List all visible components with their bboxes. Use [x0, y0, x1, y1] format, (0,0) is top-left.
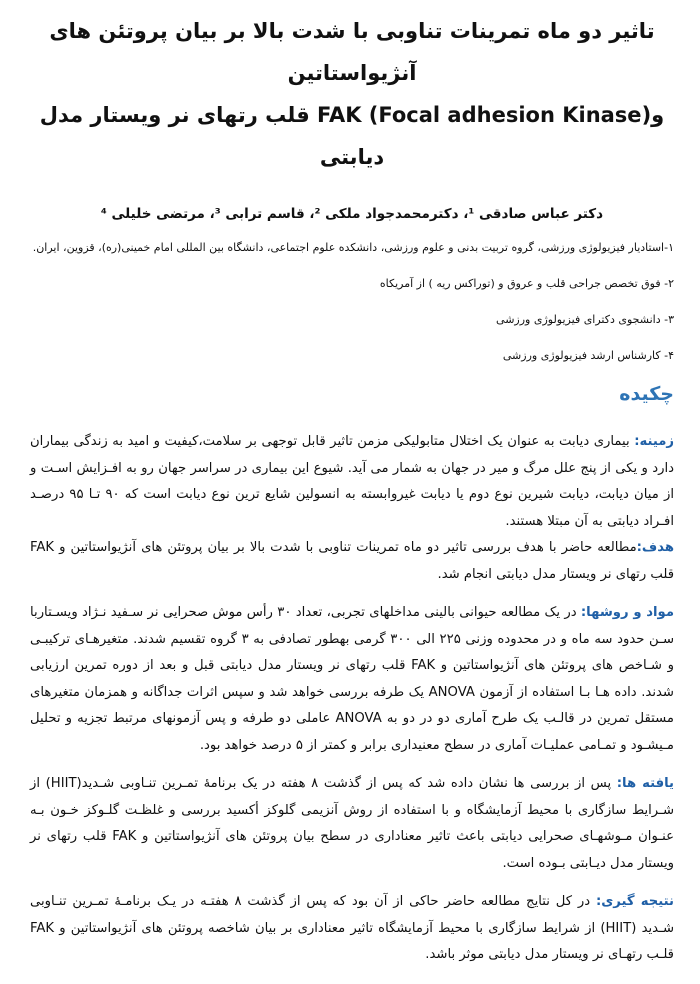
methods-text: در یک مطالعه حیوانی بالینی مداخلهای تجربی، تعداد ۳۰ رأس موش صحرایی نر سـفید نـژاد ویسـتاربا سـن حدود سه ماه و در محدوده وزنی ۲۲۵ الی ۳۰۰ گرمی بهطور تصادفی به ۳ گروه تقسیم شدند. متغیرهـای ترکیبـی و شـاخص های پروتئن های آنژیواستاتین و FAK قلب رتهای نر ویستار مدل دیابتی قبل و بعد از دوره تمرین ارزیابی شدند. داده هـا بـا استفاده از آزمون ANOVA یک طرفه بررسی خواهد شد و سپس اثرات جداگانه و همزمان متغیرهای مستقل تمرین در قالـب یک طرح آماری دو در دو به ANOVA عاملی دو طرفه و پس آزمونهای مرتبط تجزیه و تحلیل مـیشـود و تمـامی عملیـات آماری در سطح معنیداری برابر و کمتر از ۵ درصد خواهد بود.	[30, 605, 675, 753]
aim-text: مطالعه حاضر با هدف بررسی تاثیر دو ماه تمرینات تناوبی با شدت بالا بر بیان پروتئن های آنژیواستاتین و FAK قلب رتهای نر ویستار مدل دیابتی انجام شد.	[30, 540, 674, 582]
background-text: بیماری دیابت به عنوان یک اختلال متابولیکی مزمن تاثیر قابل توجهی بر سلامت،کیفیت و امید به زندگی بیماران دارد و یکی از پنج علل مرگ و میر در جهان به شمار می آید. شیوع این بیماری در سراسر جهان رو به افـزایش اسـت و از میان دیابت، دیابت شیرین نوع دوم یا دیابت غیروابسته به انسولین شایع ترین نوع دیابت است که ۹۰ تـا ۹۵ درصـد افـراد دیابتی به آن مبتلا هستند.	[30, 434, 675, 529]
background-label: زمینه:	[634, 434, 674, 449]
abstract-findings	[30, 771, 674, 877]
abstract-conclusion	[30, 889, 674, 969]
conclusion-text: در کل نتایج مطالعه حاضر حاکی از آن بود که پس از گذشت ۸ هفتـه در یـک برنامـهٔ تمـرین تنـاوبی شـدید (HIIT) از شرایط سازگاری با محیط آزمایشگاه تاثیر معناداری بر بیان شاخصه پروتئن های آنژیواستاتین و FAK قلـب رتهـای نر ویستار مدل دیابتی موثر باشد.	[30, 894, 674, 962]
author-list: دکتر عباس صادقی ¹، دکترمحمدجواد ملکی ²، قاسم ترابی ³، مرتضی خلیلی ⁴	[100, 206, 604, 222]
paper-title	[30, 10, 674, 178]
abstract-methods	[30, 600, 674, 759]
affiliation-4: ۴- کارشناس ارشد فیزیولوژی ورزشی	[502, 349, 674, 362]
abstract-heading: چکیده	[619, 383, 674, 405]
findings-label: یافته ها:	[616, 776, 675, 791]
methods-label: مواد و روشها:	[580, 605, 674, 620]
aim-label: هدف:	[636, 540, 674, 555]
title-line-1: تاثیر دو ماه تمرینات تناوبی با شدت بالا بر بیان پروتئن های آنژیواستاتین	[49, 19, 655, 85]
paper-page	[0, 10, 700, 984]
title-line-2: و(FAK (Focal adhesion Kinase قلب رتهای نر ویستار مدل دیابتی	[39, 103, 665, 169]
affiliation-3: ۳- دانشجوی دکترای فیزیولوژی ورزشی	[496, 313, 674, 326]
abstract-aim	[30, 535, 674, 588]
abstract-background	[30, 429, 674, 535]
conclusion-label: نتیجه گیری:	[595, 894, 675, 909]
affiliation-1: ۱-استادیار فیزیولوژی ورزشی، گروه تربیت بدنی و علوم ورزشی، دانشکده علوم اجتماعی، دانشگاه بین المللی امام خمینی(ره)، قزوین، ایران.	[32, 241, 674, 254]
affiliation-2: ۲- فوق تخصص جراحی قلب و عروق و (توراکس ریه ) از آمریکاه	[379, 277, 674, 290]
findings-text: پس از بررسی ها نشان داده شد که پس از گذشت ۸ هفته در یک برنامهٔ تمـرین تنـاوبی شـدید(HIIT) از شـرایط سازگاری با محیط آزمایشگاه و با استفاده از روش آنزیمی گلوکز أکسید بررسی و غلظـت گلـوکز خـون بـه عنـوان مـوشهـای صحرایی دیابتی باعث تاثیر معناداری در سطح بیان پروتئن های آنژیواستاتین و FAK قلب رتهای نر ویستار مدل دیـابتی بـوده است.	[30, 776, 674, 871]
